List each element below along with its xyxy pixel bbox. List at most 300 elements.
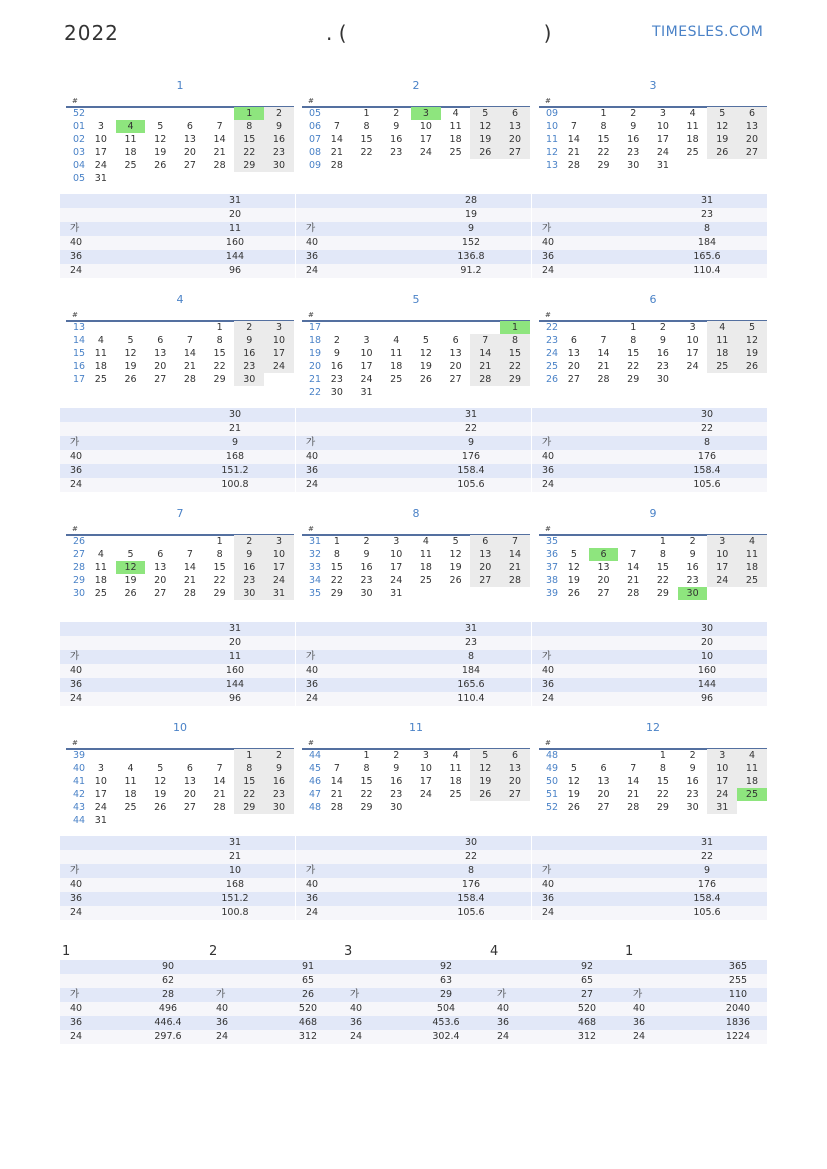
day-cell[interactable]: 6 — [186, 763, 193, 774]
day-cell[interactable]: 11 — [124, 776, 137, 787]
day-cell[interactable]: 17 — [94, 789, 107, 800]
day-cell[interactable]: 25 — [737, 574, 767, 587]
day-cell[interactable]: 29 — [627, 374, 640, 385]
day-cell[interactable]: 6 — [452, 335, 459, 346]
day-cell[interactable]: 29 — [234, 159, 264, 172]
day-cell[interactable]: 19 — [124, 361, 137, 372]
day-cell[interactable]: 19 — [449, 562, 462, 573]
day-cell[interactable]: 19 — [707, 133, 737, 146]
day-cell[interactable]: 21 — [330, 147, 343, 158]
day-cell[interactable]: 26 — [124, 588, 137, 599]
day-cell[interactable]: 18 — [94, 575, 107, 586]
day-cell[interactable]: 14 — [183, 348, 196, 359]
day-cell[interactable]: 13 — [737, 120, 767, 133]
day-cell[interactable]: 19 — [567, 789, 580, 800]
holiday-day-cell[interactable]: 6 — [589, 548, 619, 561]
day-cell[interactable]: 2 — [333, 335, 340, 346]
day-cell[interactable]: 1 — [234, 749, 264, 762]
day-cell[interactable]: 22 — [234, 146, 264, 159]
day-cell[interactable]: 27 — [597, 802, 610, 813]
day-cell[interactable]: 1 — [216, 536, 223, 547]
day-cell[interactable]: 22 — [360, 147, 373, 158]
day-cell[interactable]: 11 — [686, 121, 699, 132]
day-cell[interactable]: 8 — [363, 763, 370, 774]
day-cell[interactable]: 30 — [656, 374, 669, 385]
day-cell[interactable]: 21 — [597, 361, 610, 372]
day-cell[interactable]: 9 — [689, 763, 696, 774]
day-cell[interactable]: 7 — [600, 335, 607, 346]
day-cell[interactable]: 4 — [127, 763, 134, 774]
day-cell[interactable]: 17 — [390, 562, 403, 573]
day-cell[interactable]: 11 — [419, 549, 432, 560]
day-cell[interactable]: 28 — [213, 160, 226, 171]
day-cell[interactable]: 14 — [500, 548, 530, 561]
day-cell[interactable]: 22 — [213, 575, 226, 586]
day-cell[interactable]: 11 — [94, 348, 107, 359]
day-cell[interactable]: 25 — [124, 802, 137, 813]
day-cell[interactable]: 27 — [154, 588, 167, 599]
day-cell[interactable]: 7 — [216, 121, 223, 132]
day-cell[interactable]: 26 — [154, 802, 167, 813]
holiday-day-cell[interactable]: 1 — [500, 321, 530, 334]
day-cell[interactable]: 15 — [656, 562, 669, 573]
day-cell[interactable]: 14 — [330, 134, 343, 145]
day-cell[interactable]: 22 — [213, 361, 226, 372]
day-cell[interactable]: 17 — [419, 134, 432, 145]
day-cell[interactable]: 25 — [449, 789, 462, 800]
day-cell[interactable]: 24 — [94, 160, 107, 171]
day-cell[interactable]: 3 — [707, 749, 737, 762]
day-cell[interactable]: 10 — [94, 776, 107, 787]
day-cell[interactable]: 14 — [213, 134, 226, 145]
day-cell[interactable]: 25 — [94, 588, 107, 599]
day-cell[interactable]: 21 — [500, 561, 530, 574]
day-cell[interactable]: 5 — [157, 121, 164, 132]
day-cell[interactable]: 6 — [157, 549, 164, 560]
day-cell[interactable]: 10 — [360, 348, 373, 359]
day-cell[interactable]: 19 — [737, 347, 767, 360]
holiday-day-cell[interactable]: 12 — [116, 561, 146, 574]
day-cell[interactable]: 22 — [330, 575, 343, 586]
day-cell[interactable]: 13 — [567, 348, 580, 359]
day-cell[interactable]: 20 — [154, 575, 167, 586]
day-cell[interactable]: 2 — [234, 535, 264, 548]
day-cell[interactable]: 17 — [264, 561, 294, 574]
day-cell[interactable]: 26 — [737, 360, 767, 373]
day-cell[interactable]: 23 — [264, 788, 294, 801]
day-cell[interactable]: 8 — [630, 335, 637, 346]
day-cell[interactable]: 29 — [360, 802, 373, 813]
day-cell[interactable]: 12 — [470, 762, 500, 775]
day-cell[interactable]: 9 — [333, 348, 340, 359]
day-cell[interactable]: 31 — [707, 801, 737, 814]
day-cell[interactable]: 2 — [689, 536, 696, 547]
day-cell[interactable]: 31 — [264, 587, 294, 600]
day-cell[interactable]: 17 — [360, 361, 373, 372]
day-cell[interactable]: 22 — [627, 361, 640, 372]
holiday-day-cell[interactable]: 30 — [678, 587, 708, 600]
day-cell[interactable]: 5 — [570, 763, 577, 774]
day-cell[interactable]: 5 — [452, 536, 459, 547]
day-cell[interactable]: 6 — [737, 107, 767, 120]
day-cell[interactable]: 13 — [470, 548, 500, 561]
day-cell[interactable]: 6 — [157, 335, 164, 346]
day-cell[interactable]: 4 — [737, 749, 767, 762]
day-cell[interactable]: 6 — [570, 335, 577, 346]
day-cell[interactable]: 23 — [627, 147, 640, 158]
day-cell[interactable]: 4 — [97, 549, 104, 560]
day-cell[interactable]: 3 — [363, 335, 370, 346]
day-cell[interactable]: 11 — [707, 334, 737, 347]
day-cell[interactable]: 18 — [686, 134, 699, 145]
day-cell[interactable]: 26 — [567, 588, 580, 599]
day-cell[interactable]: 23 — [390, 147, 403, 158]
day-cell[interactable]: 18 — [419, 562, 432, 573]
day-cell[interactable]: 28 — [183, 374, 196, 385]
day-cell[interactable]: 5 — [707, 107, 737, 120]
day-cell[interactable]: 16 — [234, 561, 264, 574]
day-cell[interactable]: 20 — [597, 575, 610, 586]
day-cell[interactable]: 24 — [264, 574, 294, 587]
day-cell[interactable]: 13 — [154, 348, 167, 359]
day-cell[interactable]: 28 — [567, 160, 580, 171]
day-cell[interactable]: 8 — [216, 335, 223, 346]
day-cell[interactable]: 9 — [393, 121, 400, 132]
day-cell[interactable]: 28 — [597, 374, 610, 385]
day-cell[interactable]: 2 — [630, 108, 637, 119]
day-cell[interactable]: 14 — [627, 562, 640, 573]
day-cell[interactable]: 1 — [363, 750, 370, 761]
day-cell[interactable]: 22 — [656, 789, 669, 800]
day-cell[interactable]: 7 — [333, 763, 340, 774]
day-cell[interactable]: 14 — [627, 776, 640, 787]
day-cell[interactable]: 19 — [419, 361, 432, 372]
day-cell[interactable]: 10 — [686, 335, 699, 346]
day-cell[interactable]: 20 — [737, 133, 767, 146]
day-cell[interactable]: 17 — [264, 347, 294, 360]
day-cell[interactable]: 17 — [686, 348, 699, 359]
day-cell[interactable]: 15 — [213, 562, 226, 573]
site-logo-link[interactable]: TIMESLES.COM — [652, 24, 764, 40]
day-cell[interactable]: 25 — [419, 575, 432, 586]
day-cell[interactable]: 20 — [567, 361, 580, 372]
day-cell[interactable]: 1 — [630, 322, 637, 333]
day-cell[interactable]: 25 — [686, 147, 699, 158]
day-cell[interactable]: 16 — [686, 562, 699, 573]
day-cell[interactable]: 1 — [600, 108, 607, 119]
day-cell[interactable]: 10 — [419, 121, 432, 132]
day-cell[interactable]: 20 — [500, 133, 530, 146]
day-cell[interactable]: 30 — [360, 588, 373, 599]
day-cell[interactable]: 4 — [689, 108, 696, 119]
day-cell[interactable]: 14 — [470, 347, 500, 360]
day-cell[interactable]: 10 — [656, 121, 669, 132]
day-cell[interactable]: 23 — [656, 361, 669, 372]
day-cell[interactable]: 26 — [419, 374, 432, 385]
day-cell[interactable]: 28 — [470, 373, 500, 386]
day-cell[interactable]: 13 — [500, 120, 530, 133]
day-cell[interactable]: 12 — [737, 334, 767, 347]
day-cell[interactable]: 30 — [686, 802, 699, 813]
day-cell[interactable]: 26 — [707, 146, 737, 159]
day-cell[interactable]: 9 — [393, 763, 400, 774]
day-cell[interactable]: 6 — [500, 749, 530, 762]
day-cell[interactable]: 8 — [234, 762, 264, 775]
day-cell[interactable]: 30 — [234, 587, 264, 600]
day-cell[interactable]: 14 — [330, 776, 343, 787]
day-cell[interactable]: 12 — [707, 120, 737, 133]
day-cell[interactable]: 6 — [186, 121, 193, 132]
day-cell[interactable]: 1 — [363, 108, 370, 119]
day-cell[interactable]: 4 — [97, 335, 104, 346]
day-cell[interactable]: 16 — [656, 348, 669, 359]
day-cell[interactable]: 7 — [570, 121, 577, 132]
day-cell[interactable]: 27 — [500, 788, 530, 801]
day-cell[interactable]: 28 — [627, 802, 640, 813]
day-cell[interactable]: 7 — [470, 334, 500, 347]
day-cell[interactable]: 8 — [659, 549, 666, 560]
day-cell[interactable]: 24 — [390, 575, 403, 586]
day-cell[interactable]: 11 — [449, 121, 462, 132]
day-cell[interactable]: 2 — [363, 536, 370, 547]
day-cell[interactable]: 30 — [234, 373, 264, 386]
holiday-day-cell[interactable]: 1 — [234, 107, 264, 120]
day-cell[interactable]: 26 — [154, 160, 167, 171]
day-cell[interactable]: 8 — [216, 549, 223, 560]
day-cell[interactable]: 7 — [186, 335, 193, 346]
day-cell[interactable]: 2 — [659, 322, 666, 333]
day-cell[interactable]: 23 — [390, 789, 403, 800]
day-cell[interactable]: 20 — [154, 361, 167, 372]
day-cell[interactable]: 26 — [449, 575, 462, 586]
day-cell[interactable]: 16 — [264, 133, 294, 146]
day-cell[interactable]: 12 — [449, 549, 462, 560]
day-cell[interactable]: 31 — [656, 160, 669, 171]
day-cell[interactable]: 24 — [707, 788, 737, 801]
day-cell[interactable]: 15 — [597, 134, 610, 145]
day-cell[interactable]: 29 — [597, 160, 610, 171]
day-cell[interactable]: 21 — [213, 147, 226, 158]
day-cell[interactable]: 16 — [390, 134, 403, 145]
day-cell[interactable]: 20 — [449, 361, 462, 372]
day-cell[interactable]: 5 — [470, 749, 500, 762]
day-cell[interactable]: 18 — [707, 347, 737, 360]
day-cell[interactable]: 20 — [183, 789, 196, 800]
day-cell[interactable]: 19 — [124, 575, 137, 586]
day-cell[interactable]: 19 — [154, 147, 167, 158]
day-cell[interactable]: 29 — [330, 588, 343, 599]
day-cell[interactable]: 25 — [390, 374, 403, 385]
day-cell[interactable]: 15 — [360, 776, 373, 787]
day-cell[interactable]: 17 — [419, 776, 432, 787]
day-cell[interactable]: 29 — [213, 588, 226, 599]
day-cell[interactable]: 16 — [627, 134, 640, 145]
day-cell[interactable]: 4 — [452, 108, 459, 119]
day-cell[interactable]: 26 — [567, 802, 580, 813]
day-cell[interactable]: 4 — [737, 535, 767, 548]
holiday-day-cell[interactable]: 4 — [116, 120, 146, 133]
day-cell[interactable]: 12 — [567, 776, 580, 787]
day-cell[interactable]: 22 — [656, 575, 669, 586]
day-cell[interactable]: 26 — [124, 374, 137, 385]
day-cell[interactable]: 18 — [94, 361, 107, 372]
day-cell[interactable]: 17 — [656, 134, 669, 145]
day-cell[interactable]: 5 — [157, 763, 164, 774]
day-cell[interactable]: 29 — [656, 802, 669, 813]
day-cell[interactable]: 3 — [97, 763, 104, 774]
day-cell[interactable]: 1 — [216, 322, 223, 333]
day-cell[interactable]: 27 — [737, 146, 767, 159]
day-cell[interactable]: 29 — [234, 801, 264, 814]
day-cell[interactable]: 19 — [154, 789, 167, 800]
day-cell[interactable]: 21 — [470, 360, 500, 373]
day-cell[interactable]: 27 — [183, 802, 196, 813]
day-cell[interactable]: 24 — [686, 361, 699, 372]
day-cell[interactable]: 10 — [264, 548, 294, 561]
day-cell[interactable]: 24 — [419, 789, 432, 800]
day-cell[interactable]: 1 — [659, 536, 666, 547]
day-cell[interactable]: 9 — [689, 549, 696, 560]
day-cell[interactable]: 21 — [627, 575, 640, 586]
day-cell[interactable]: 28 — [330, 160, 343, 171]
day-cell[interactable]: 17 — [94, 147, 107, 158]
day-cell[interactable]: 4 — [422, 536, 429, 547]
day-cell[interactable]: 5 — [127, 549, 134, 560]
day-cell[interactable]: 25 — [124, 160, 137, 171]
day-cell[interactable]: 30 — [264, 801, 294, 814]
day-cell[interactable]: 11 — [124, 134, 137, 145]
day-cell[interactable]: 7 — [630, 549, 637, 560]
day-cell[interactable]: 28 — [213, 802, 226, 813]
day-cell[interactable]: 6 — [600, 763, 607, 774]
day-cell[interactable]: 5 — [127, 335, 134, 346]
day-cell[interactable]: 6 — [500, 107, 530, 120]
day-cell[interactable]: 20 — [500, 775, 530, 788]
day-cell[interactable]: 3 — [97, 121, 104, 132]
day-cell[interactable]: 10 — [707, 548, 737, 561]
day-cell[interactable]: 23 — [330, 374, 343, 385]
day-cell[interactable]: 31 — [360, 387, 373, 398]
day-cell[interactable]: 8 — [500, 334, 530, 347]
day-cell[interactable]: 30 — [330, 387, 343, 398]
day-cell[interactable]: 3 — [659, 108, 666, 119]
day-cell[interactable]: 24 — [419, 147, 432, 158]
day-cell[interactable]: 12 — [154, 776, 167, 787]
day-cell[interactable]: 4 — [393, 335, 400, 346]
day-cell[interactable]: 21 — [183, 361, 196, 372]
day-cell[interactable]: 29 — [656, 588, 669, 599]
day-cell[interactable]: 2 — [264, 107, 294, 120]
day-cell[interactable]: 25 — [94, 374, 107, 385]
day-cell[interactable]: 15 — [360, 134, 373, 145]
day-cell[interactable]: 15 — [234, 775, 264, 788]
day-cell[interactable]: 1 — [659, 750, 666, 761]
day-cell[interactable]: 10 — [419, 763, 432, 774]
day-cell[interactable]: 18 — [737, 775, 767, 788]
day-cell[interactable]: 3 — [393, 536, 400, 547]
day-cell[interactable]: 23 — [264, 146, 294, 159]
day-cell[interactable]: 16 — [360, 562, 373, 573]
day-cell[interactable]: 9 — [234, 548, 264, 561]
day-cell[interactable]: 14 — [183, 562, 196, 573]
day-cell[interactable]: 12 — [567, 562, 580, 573]
day-cell[interactable]: 8 — [600, 121, 607, 132]
day-cell[interactable]: 8 — [234, 120, 264, 133]
day-cell[interactable]: 14 — [213, 776, 226, 787]
day-cell[interactable]: 31 — [94, 173, 107, 184]
day-cell[interactable]: 9 — [659, 335, 666, 346]
day-cell[interactable]: 14 — [597, 348, 610, 359]
day-cell[interactable]: 11 — [390, 348, 403, 359]
day-cell[interactable]: 17 — [707, 775, 737, 788]
day-cell[interactable]: 2 — [689, 750, 696, 761]
day-cell[interactable]: 30 — [627, 160, 640, 171]
day-cell[interactable]: 19 — [470, 775, 500, 788]
day-cell[interactable]: 18 — [124, 147, 137, 158]
day-cell[interactable]: 21 — [183, 575, 196, 586]
day-cell[interactable]: 7 — [630, 763, 637, 774]
day-cell[interactable]: 9 — [363, 549, 370, 560]
day-cell[interactable]: 2 — [264, 749, 294, 762]
day-cell[interactable]: 16 — [390, 776, 403, 787]
day-cell[interactable]: 22 — [234, 788, 264, 801]
day-cell[interactable]: 9 — [264, 762, 294, 775]
day-cell[interactable]: 23 — [234, 360, 264, 373]
day-cell[interactable]: 30 — [264, 159, 294, 172]
day-cell[interactable]: 22 — [500, 360, 530, 373]
day-cell[interactable]: 27 — [449, 374, 462, 385]
holiday-day-cell[interactable]: 25 — [737, 788, 767, 801]
day-cell[interactable]: 18 — [737, 561, 767, 574]
day-cell[interactable]: 28 — [183, 588, 196, 599]
day-cell[interactable]: 13 — [183, 134, 196, 145]
day-cell[interactable]: 22 — [360, 789, 373, 800]
day-cell[interactable]: 20 — [470, 561, 500, 574]
day-cell[interactable]: 25 — [707, 360, 737, 373]
day-cell[interactable]: 11 — [737, 762, 767, 775]
day-cell[interactable]: 27 — [470, 574, 500, 587]
day-cell[interactable]: 4 — [452, 750, 459, 761]
day-cell[interactable]: 31 — [390, 588, 403, 599]
day-cell[interactable]: 12 — [124, 348, 137, 359]
day-cell[interactable]: 23 — [686, 789, 699, 800]
day-cell[interactable]: 3 — [422, 750, 429, 761]
day-cell[interactable]: 11 — [737, 548, 767, 561]
day-cell[interactable]: 27 — [597, 588, 610, 599]
day-cell[interactable]: 13 — [500, 762, 530, 775]
day-cell[interactable]: 11 — [94, 562, 107, 573]
day-cell[interactable]: 24 — [360, 374, 373, 385]
day-cell[interactable]: 16 — [234, 347, 264, 360]
day-cell[interactable]: 28 — [627, 588, 640, 599]
day-cell[interactable]: 9 — [234, 334, 264, 347]
day-cell[interactable]: 24 — [94, 802, 107, 813]
day-cell[interactable]: 18 — [449, 134, 462, 145]
day-cell[interactable]: 14 — [567, 134, 580, 145]
day-cell[interactable]: 27 — [567, 374, 580, 385]
day-cell[interactable]: 19 — [567, 575, 580, 586]
day-cell[interactable]: 22 — [597, 147, 610, 158]
day-cell[interactable]: 15 — [500, 347, 530, 360]
day-cell[interactable]: 31 — [94, 815, 107, 826]
day-cell[interactable]: 13 — [597, 562, 610, 573]
day-cell[interactable]: 10 — [707, 762, 737, 775]
day-cell[interactable]: 16 — [330, 361, 343, 372]
day-cell[interactable]: 24 — [264, 360, 294, 373]
day-cell[interactable]: 8 — [333, 549, 340, 560]
day-cell[interactable]: 7 — [216, 763, 223, 774]
day-cell[interactable]: 3 — [264, 535, 294, 548]
